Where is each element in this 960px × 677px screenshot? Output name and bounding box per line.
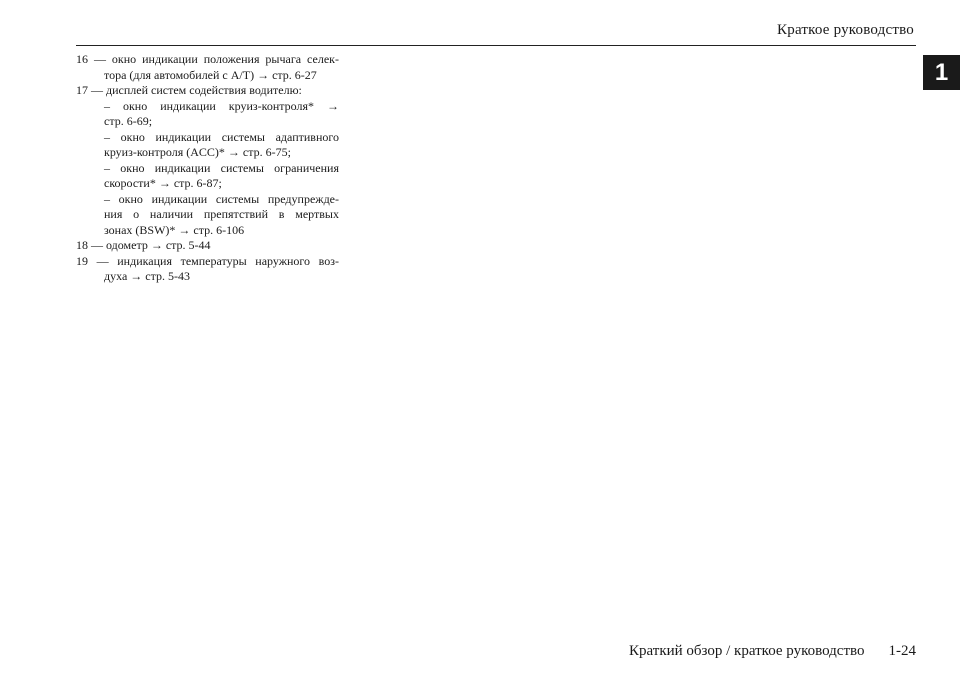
footer-section-title: Краткий обзор / краткое руководство [629,643,865,659]
legend-entry-line: 19 — индикация температуры наружного воз- [76,253,339,268]
chapter-tab: 1 [923,55,960,90]
sub-item-line: зонах (BSW)* → стр. 6-106 [104,222,245,237]
legend-list [76,52,339,285]
legend-entry-17 [76,83,339,238]
legend-entry-line: 16 — окно индикации положения рычага селек- [76,52,339,66]
legend-entry-line: 18 — одометр → стр. 5-44 [76,238,211,252]
page-header-title: Краткое руководство [777,22,914,38]
sub-item-speed-limiter [76,161,339,192]
header-divider [76,45,916,46]
sub-item-cruise-control [76,99,339,130]
legend-entry-continuation: тора (для автомобилей с A/T) → стр. 6-27 [104,67,317,82]
sub-item-line: стр. 6-69; [104,114,153,128]
sub-item-line: – окно индикации круиз-контроля* → [104,98,339,113]
sub-item-line: скорости* → стр. 6-87; [104,176,222,190]
legend-entry-18 [76,238,339,254]
sub-item-bsw [76,192,339,239]
legend-entry-16 [76,52,339,83]
page-footer [629,643,916,660]
sub-item-line: – окно индикации системы ограничения [104,160,339,175]
sub-item-acc [76,130,339,161]
sub-item-line: круиз-контроля (ACC)* → стр. 6-75; [104,145,291,159]
legend-entry-line: 17 — дисплей систем содействия водителю: [76,83,302,97]
page-number: 1-24 [888,643,916,659]
legend-entry-continuation: духа → стр. 5-43 [104,269,190,283]
legend-entry-19 [76,254,339,285]
sub-item-line: – окно индикации системы адаптивного [104,129,339,144]
sub-item-line: ния о наличии препятствий в мертвых [104,207,339,221]
sub-item-line: – окно индикации системы предупрежде- [104,191,339,206]
